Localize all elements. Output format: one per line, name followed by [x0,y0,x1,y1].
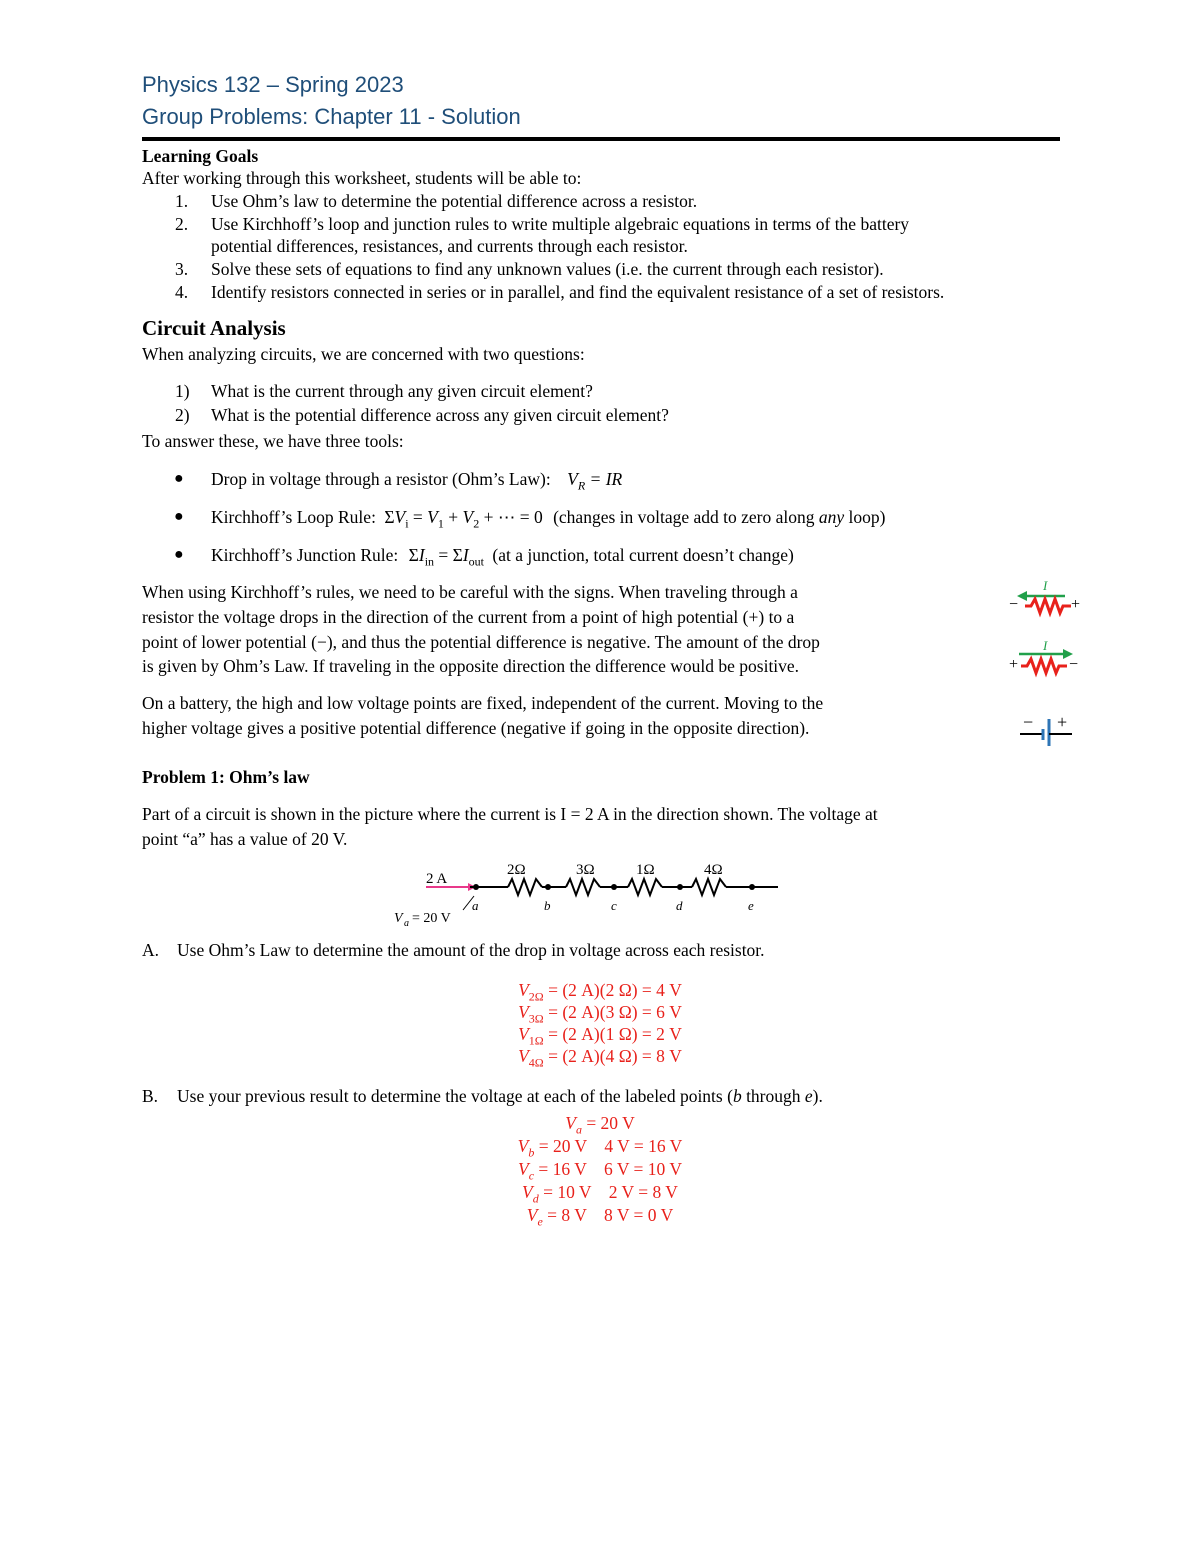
circuit-analysis-heading: Circuit Analysis [142,316,286,340]
problem1-heading: Problem 1: Ohm’s law [142,767,310,787]
resistor-label: 2Ω [507,862,526,878]
part-b-question: Use your previous result to determine the voltage at each of the labeled points (b through e). [177,1086,823,1106]
plus-sign: + [1057,712,1068,732]
loop-rule-formula: $\Sigma V_i = V_1 + V_2$ + ⋯ = 0 [384,507,543,531]
ohms-law-formula: $V_R$ = IR [567,469,623,493]
question-number: 1) [175,381,190,401]
resistor-label: 3Ω [576,862,595,878]
answer-line: $V_b = 20$ V 4 V = 16 V [517,1136,683,1160]
tool-item [211,468,622,497]
junction-rule-formula: $\Sigma I_{in} = \Sigma I_{out}$ [408,545,485,569]
resistor-label: 4Ω [704,862,723,878]
plus-sign: + [1009,656,1019,673]
loop-rule-note: (changes in voltage add to zero along any loop) [553,507,886,527]
resistor-icon [1025,599,1071,613]
circuit-analysis-intro: When analyzing circuits, we are concerned with two questions: [142,344,585,364]
node-e [749,884,755,890]
question-item: What is the current through any given circuit element? [211,381,593,401]
resistor-reverse-diagram [1009,638,1078,673]
sign-convention-diagrams [1005,576,1090,746]
goal-item: Use Ohm’s law to determine the potential difference across a resistor. [211,191,698,211]
tool-item [211,544,794,573]
tool-item [211,506,886,535]
current-value-label: 2 A [426,871,448,887]
va-subscript: a [404,918,409,929]
va-label: V [394,911,403,926]
node-d [677,884,683,890]
junction-rule-note: (at a junction, total current doesn’t change) [492,545,794,565]
point-label: b [544,898,551,913]
node-b [545,884,551,890]
bullet-icon: ● [174,470,184,487]
point-label: e [748,898,754,913]
point-label: a [472,898,479,913]
node-c [611,884,617,890]
resistor-1ohm [628,879,662,895]
goal-item: Identify resistors connected in series or in parallel, and find the equivalent resistance of a set of resistors. [211,282,945,302]
bullet-icon: ● [174,508,184,525]
resistor-chain-diagram [390,852,790,932]
answer-line: $V_c = 16$ V 6 V = 10 V [518,1159,682,1183]
answer-line: $V_{2\Omega} = (2$ A)(2 Ω) = 4 V [518,980,682,1004]
battery-rule-line: higher voltage gives a positive potential difference (negative if going in the opposite direction). [142,718,810,738]
battery-diagram [1020,712,1072,746]
learning-goals-intro: After working through this worksheet, students will be able to: [142,168,582,188]
goal-item: Use Kirchhoff’s loop and junction rules to write multiple algebraic equations in terms of the battery [211,214,910,234]
goal-item: Solve these sets of equations to find any unknown values (i.e. the current through each resistor). [211,259,884,279]
sign-rule-line: point of lower potential (−), and thus the potential difference is negative. The amount of the drop [142,632,820,652]
part-b-label: B. [142,1086,159,1106]
resistor-3ohm [566,879,600,895]
answer-line: $V_{4\Omega} = (2$ A)(4 Ω) = 8 V [518,1046,682,1070]
resistor-forward-diagram [1009,578,1080,613]
problem1-intro: Part of a circuit is shown in the picture where the current is I = 2 A in the direction shown. The voltage at [142,804,878,824]
point-label: c [611,898,617,913]
tool-text: Kirchhoff’s Junction Rule: [211,545,399,565]
tool-text: Drop in voltage through a resistor (Ohm’s Law): [211,469,551,489]
va-value: = 20 V [412,911,451,926]
minus-sign: − [1069,656,1079,673]
resistor-icon [1021,659,1067,673]
minus-sign: − [1023,712,1034,732]
goal-number: 3. [175,259,189,279]
battery-rule-line: On a battery, the high and low voltage points are fixed, independent of the current. Moving to the [142,693,824,713]
answer-line: $V_d = 10$ V 2 V = 8 V [522,1182,678,1206]
problem1-intro: point “a” has a value of 20 V. [142,829,348,849]
header-rule [142,137,1060,141]
current-label: I [1043,638,1048,653]
resistor-label: 1Ω [636,862,655,878]
sign-rule-line: When using Kirchhoff’s rules, we need to be careful with the signs. When traveling through a [142,582,798,602]
tools-intro: To answer these, we have three tools: [142,431,404,451]
minus-sign: − [1009,596,1019,613]
worksheet-subtitle: Group Problems: Chapter 11 - Solution [142,104,521,129]
question-item: What is the potential difference across any given circuit element? [211,405,669,425]
goal-item-continuation: potential differences, resistances, and currents through each resistor. [211,236,688,256]
part-a-label: A. [142,940,160,960]
sign-rule-line: is given by Ohm’s Law. If traveling in the opposite direction the difference would be positive. [142,656,800,676]
answer-line: $V_{3\Omega} = (2$ A)(3 Ω) = 6 V [518,1002,682,1026]
answer-line: $V_{1\Omega} = (2$ A)(1 Ω) = 2 V [518,1024,682,1048]
answer-line: $V_e = 8$ V 8 V = 0 V [526,1205,674,1229]
current-label: I [1043,578,1048,593]
course-title: Physics 132 – Spring 2023 [142,72,404,97]
point-label: d [676,898,683,913]
arrow-left-icon [1017,591,1027,601]
goal-number: 1. [175,191,189,211]
sign-rule-line: resistor the voltage drops in the direction of the current from a point of high potential (+) to a [142,607,795,627]
learning-goals-heading: Learning Goals [142,146,259,166]
resistor-2ohm [508,879,542,895]
bullet-icon: ● [174,546,184,563]
answer-line: $V_a = 20$ V [565,1113,635,1137]
node-a [473,884,479,890]
goal-number: 2. [175,214,189,234]
resistor-4ohm [692,879,726,895]
part-a-question: Use Ohm’s Law to determine the amount of the drop in voltage across each resistor. [177,940,765,960]
plus-sign: + [1071,596,1081,613]
goal-number: 4. [175,282,189,302]
question-number: 2) [175,405,190,425]
tool-text: Kirchhoff’s Loop Rule: [211,507,376,527]
